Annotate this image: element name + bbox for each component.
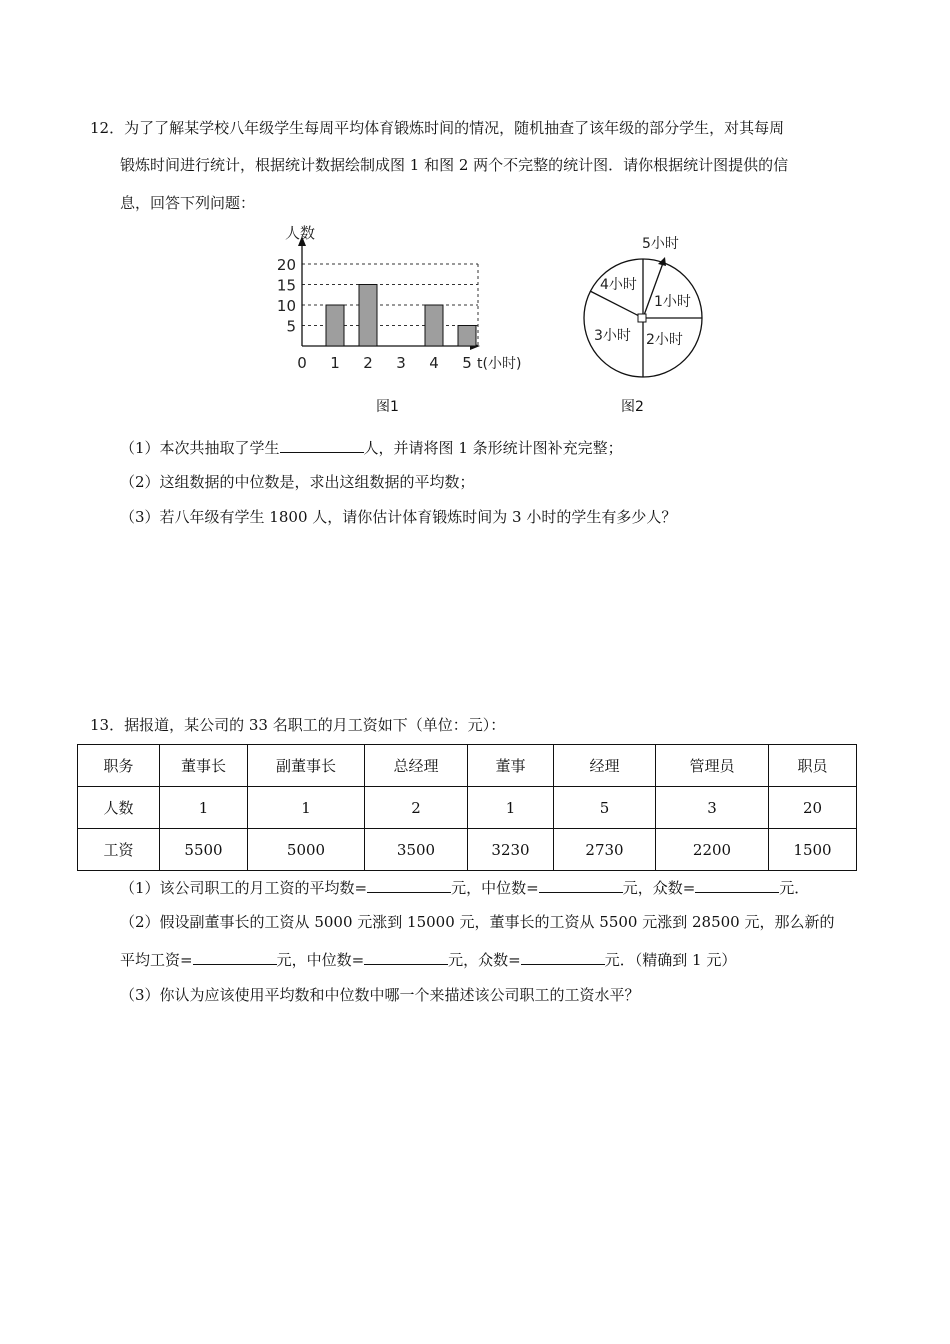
pie-slice-label-2h: 2小时: [646, 332, 683, 348]
q12-sub-1-text-a: （1）本次共抽取了学生: [120, 439, 280, 457]
q13-part-1-text-b: 元，中位数=: [451, 879, 539, 897]
table-cell: 3230: [468, 829, 554, 871]
x-axis-label: t(小时): [477, 356, 522, 372]
x-tick-label: 2: [363, 354, 373, 372]
table-cell: 董事: [468, 745, 554, 787]
q13-part-2-text-c: 元，众数=: [448, 951, 521, 969]
bar-5: [458, 326, 476, 347]
table-row: [78, 829, 857, 871]
table-cell: 职员: [769, 745, 857, 787]
table-cell: 1: [248, 787, 365, 829]
figure-1-bar-chart: [265, 218, 545, 378]
table-cell: 3: [656, 787, 769, 829]
q13-part-2-line-2: [120, 949, 736, 970]
salary-table: [77, 744, 857, 871]
q12-line-2: 锻炼时间进行统计，根据统计数据绘制成图 1 和图 2 两个不完整的统计图．请你根据统计图提供的信: [120, 156, 789, 174]
pie-slice-label-1h: 1小时: [654, 294, 691, 310]
answer-blank-new-mean[interactable]: [193, 949, 277, 965]
pie-divider-left: [590, 291, 643, 318]
q13-part-2-text-a: 平均工资=: [120, 951, 193, 969]
table-cell: 总经理: [365, 745, 468, 787]
answer-blank-new-mode[interactable]: [521, 949, 605, 965]
x-tick-label: 4: [429, 354, 439, 372]
y-tick-label: 10: [276, 297, 296, 315]
table-row: [78, 787, 857, 829]
y-tick-label: 20: [276, 256, 296, 274]
table-cell: 1500: [769, 829, 857, 871]
q13-part-2-text-b: 元，中位数=: [276, 951, 365, 969]
table-row-header: 人数: [78, 787, 160, 829]
table-cell: 董事长: [160, 745, 248, 787]
table-cell: 5000: [248, 829, 365, 871]
table-row: [78, 745, 857, 787]
y-axis-label: 人数: [285, 224, 316, 242]
table-cell: 2730: [554, 829, 656, 871]
q12-sub-2: （2）这组数据的中位数是，求出这组数据的平均数；: [120, 473, 475, 491]
figure-2-caption: 图2: [621, 399, 644, 415]
pie-slice-label-4h: 4小时: [600, 277, 637, 293]
table-cell: 经理: [554, 745, 656, 787]
y-tick-label: 5: [286, 317, 296, 336]
q13-part-2-text-d: 元．（精确到 1 元）: [604, 951, 737, 969]
x-tick-label: 3: [396, 354, 406, 372]
pie-slice-label-5h: 5小时: [642, 236, 679, 252]
q13-part-1-text-c: 元，众数=: [622, 879, 696, 897]
q12-line-3: 息，回答下列问题：: [120, 194, 256, 212]
answer-blank-mode[interactable]: [695, 877, 779, 893]
q13-part-1-text-a: （1）该公司职工的月工资的平均数=: [120, 879, 368, 897]
q12-sub-1: [120, 437, 623, 458]
table-cell: 2200: [656, 829, 769, 871]
q13-part-2-line-1: （2）假设副董事长的工资从 5000 元涨到 15000 元，董事长的工资从 5500 元涨到 28500 元，那么新的: [120, 913, 835, 931]
table-cell: 1: [468, 787, 554, 829]
table-row-header: 职务: [78, 745, 160, 787]
table-cell: 管理员: [656, 745, 769, 787]
answer-blank-median[interactable]: [539, 877, 623, 893]
table-cell: 3500: [365, 829, 468, 871]
bar-4: [425, 305, 443, 346]
bar-1: [326, 305, 344, 346]
answer-blank-new-median[interactable]: [364, 949, 448, 965]
pie-slice-label-3h: 3小时: [594, 328, 631, 344]
table-cell: 副董事长: [248, 745, 365, 787]
table-row-header: 工资: [78, 829, 160, 871]
table-cell: 2: [365, 787, 468, 829]
table-cell: 5: [554, 787, 656, 829]
q13-part-1-text-d: 元．: [779, 879, 810, 897]
q12-sub-1-text-b: 人，并请将图 1 条形统计图补充完整；: [363, 439, 623, 457]
q12-sub-3: （3）若八年级有学生 1800 人，请你估计体育锻炼时间为 3 小时的学生有多少人？: [120, 508, 677, 526]
x-tick-label: 1: [330, 354, 340, 372]
q12-line-1: 12．为了了解某学校八年级学生每周平均体育锻炼时间的情况，随机抽查了该年级的部分学生，对其每周: [90, 119, 785, 137]
figure-2-pie-chart: [570, 228, 720, 388]
y-tick-label: 15: [276, 276, 296, 295]
answer-blank-students[interactable]: [280, 437, 364, 453]
figure-1-caption: 图1: [376, 399, 399, 415]
answer-blank-mean[interactable]: [367, 877, 451, 893]
q13-intro: 13．据报道，某公司的 33 名职工的月工资如下（单位：元）：: [90, 716, 506, 734]
table-cell: 5500: [160, 829, 248, 871]
table-cell: 1: [160, 787, 248, 829]
q13-part-1: [120, 877, 809, 898]
x-origin-label: 0: [297, 354, 307, 372]
right-angle-mark: [638, 314, 646, 322]
table-cell: 20: [769, 787, 857, 829]
x-tick-label: 5: [462, 354, 472, 372]
q13-part-3: （3）你认为应该使用平均数和中位数中哪一个来描述该公司职工的工资水平？: [120, 986, 640, 1004]
bar-2: [359, 285, 377, 347]
